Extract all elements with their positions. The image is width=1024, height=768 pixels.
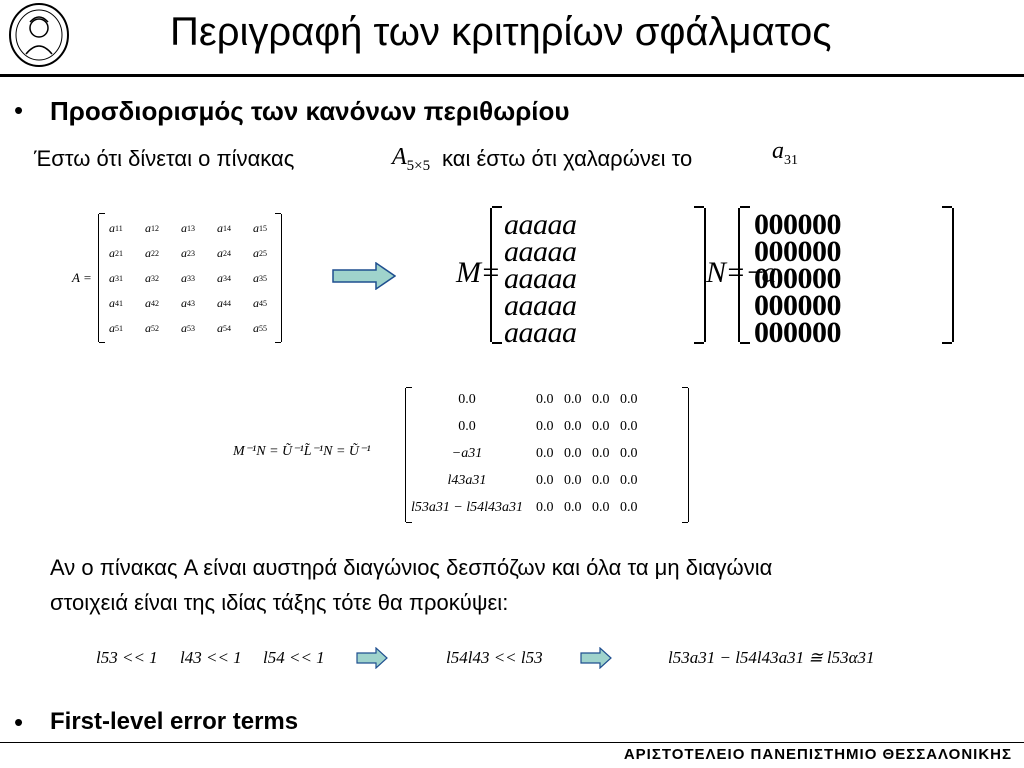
result-first-column-cell: −a31 — [451, 446, 483, 461]
matrix-a-cell: a 34 — [217, 271, 231, 285]
matrix-m — [490, 208, 706, 349]
result-zero-cells: 0.0 0.0 0.0 0.0 — [536, 473, 638, 488]
result-equation-lhs: M⁻¹N = Ũ⁻¹L̃⁻¹N = Ũ⁻¹ — [233, 444, 371, 459]
matrix-m-row: a a a a a — [504, 316, 573, 349]
bullet-marker: • — [14, 95, 24, 125]
bullet-heading-margin-rules: Προσδιορισμός των κανόνων περιθωρίου — [50, 96, 570, 126]
intro-text-1: Έστω ότι δίνεται ο πίνακας — [34, 146, 295, 171]
matrix-a-cell: a 54 — [217, 321, 231, 335]
intro-matrix-symbol: $A_{5\times 5}$ — [392, 144, 431, 174]
result-zero-cells: 0.0 0.0 0.0 0.0 — [536, 392, 638, 407]
intro-element-symbol: $a_{31}$ — [772, 138, 798, 168]
matrix-a-cell: a 24 — [217, 246, 231, 260]
bullet-marker: • — [14, 707, 24, 737]
matrix-a-cell: a 33 — [181, 271, 195, 285]
matrix-n-row: 0 0 0 0 0 0 — [754, 289, 838, 322]
rule-l43: l43 << 1 — [180, 648, 242, 667]
matrix-a-cell: a 12 — [145, 221, 159, 235]
matrix-a-cell: a 52 — [145, 321, 159, 335]
rule-product: l54l43 << l53 — [446, 648, 543, 667]
matrix-a-cell: a 31 — [109, 271, 123, 285]
result-first-column-cell: l53a31 − l54l43a31 — [410, 500, 524, 515]
university-logo — [8, 2, 70, 68]
footer-divider — [0, 742, 1024, 743]
matrix-m-row: a a a a a — [504, 289, 573, 322]
matrix-n-row: 0 0 0 0 0 0 — [754, 316, 838, 349]
matrix-a-cell: a 42 — [145, 296, 159, 310]
matrix-a-cell: a 45 — [253, 296, 267, 310]
matrix-a-cell: a 21 — [109, 246, 123, 260]
matrix-n-row: 0 0 0 0 0 0 — [754, 208, 838, 241]
slide-title: Περιγραφή των κριτηρίων σφάλματος — [170, 10, 832, 54]
bullet-heading-error-terms: First-level error terms — [50, 708, 299, 735]
intro-text-2: και έστω ότι χαλαρώνει το — [442, 146, 693, 171]
title-divider — [0, 74, 1024, 77]
matrix-m-label: M = — [456, 256, 497, 289]
arrow-right-icon — [580, 647, 612, 674]
result-zero-cells: 0.0 0.0 0.0 0.0 — [536, 446, 638, 461]
matrix-m-row: a a a a a — [504, 262, 573, 295]
arrow-right-icon — [356, 647, 388, 674]
matrix-a-cell: a 14 — [217, 221, 231, 235]
condition-paragraph-line1: Αν ο πίνακας A είναι αυστηρά διαγώνιος δεσπόζων και όλα τα μη διαγώνια — [50, 555, 773, 580]
matrix-n-label: N = −a — [706, 256, 773, 289]
matrix-a-cell: a 55 — [253, 321, 267, 335]
result-zero-cells: 0.0 0.0 0.0 0.0 — [536, 500, 638, 515]
matrix-a — [98, 214, 282, 342]
matrix-a-cell: a 15 — [253, 221, 267, 235]
matrix-a-cell: a 51 — [109, 321, 123, 335]
matrix-a-cell: a 44 — [217, 296, 231, 310]
result-matrix — [405, 388, 689, 522]
arrow-right-icon — [332, 262, 396, 295]
rule-l53: l53 << 1 — [96, 648, 158, 667]
matrix-a-label: A = — [72, 270, 92, 285]
matrix-m-row: a a a a a — [504, 208, 573, 241]
matrix-a-cell: a 32 — [145, 271, 159, 285]
matrix-a-cell: a 41 — [109, 296, 123, 310]
result-zero-cells: 0.0 0.0 0.0 0.0 — [536, 419, 638, 434]
matrix-a-cell: a 13 — [181, 221, 195, 235]
matrix-n-row: 0 0 0 0 0 0 — [754, 262, 838, 295]
rule-l54: l54 << 1 — [263, 648, 325, 667]
rule-approximation: l53a31 − l54l43a31 ≅ l53α31 — [668, 648, 875, 667]
result-first-column-cell: l43a31 — [447, 473, 487, 488]
matrix-m-row: a a a a a — [504, 235, 573, 268]
matrix-a-cell: a 22 — [145, 246, 159, 260]
result-matrix-rows — [406, 388, 688, 522]
matrix-a-cell: a 43 — [181, 296, 195, 310]
matrix-a-grid — [109, 216, 289, 341]
matrix-a-cell: a 35 — [253, 271, 267, 285]
result-first-column-cell: 0.0 — [458, 419, 476, 434]
matrix-a-cell: a 25 — [253, 246, 267, 260]
condition-paragraph-line2: στοιχειά είναι της ιδίας τάξης τότε θα προκύψει: — [50, 590, 509, 615]
result-first-column-cell: 0.0 — [458, 392, 476, 407]
footer-university-name: ΑΡΙΣΤΟΤΕΛΕΙΟ ΠΑΝΕΠΙΣΤΗΜΙΟ ΘΕΣΣΑΛΟΝΙΚΗΣ — [623, 746, 1012, 763]
matrix-n-row: 0 0 0 0 0 0 — [754, 235, 838, 268]
matrix-a-cell: a 53 — [181, 321, 195, 335]
matrix-a-cell: a 11 — [109, 221, 123, 235]
matrix-n — [738, 208, 954, 349]
matrix-a-cell: a 23 — [181, 246, 195, 260]
